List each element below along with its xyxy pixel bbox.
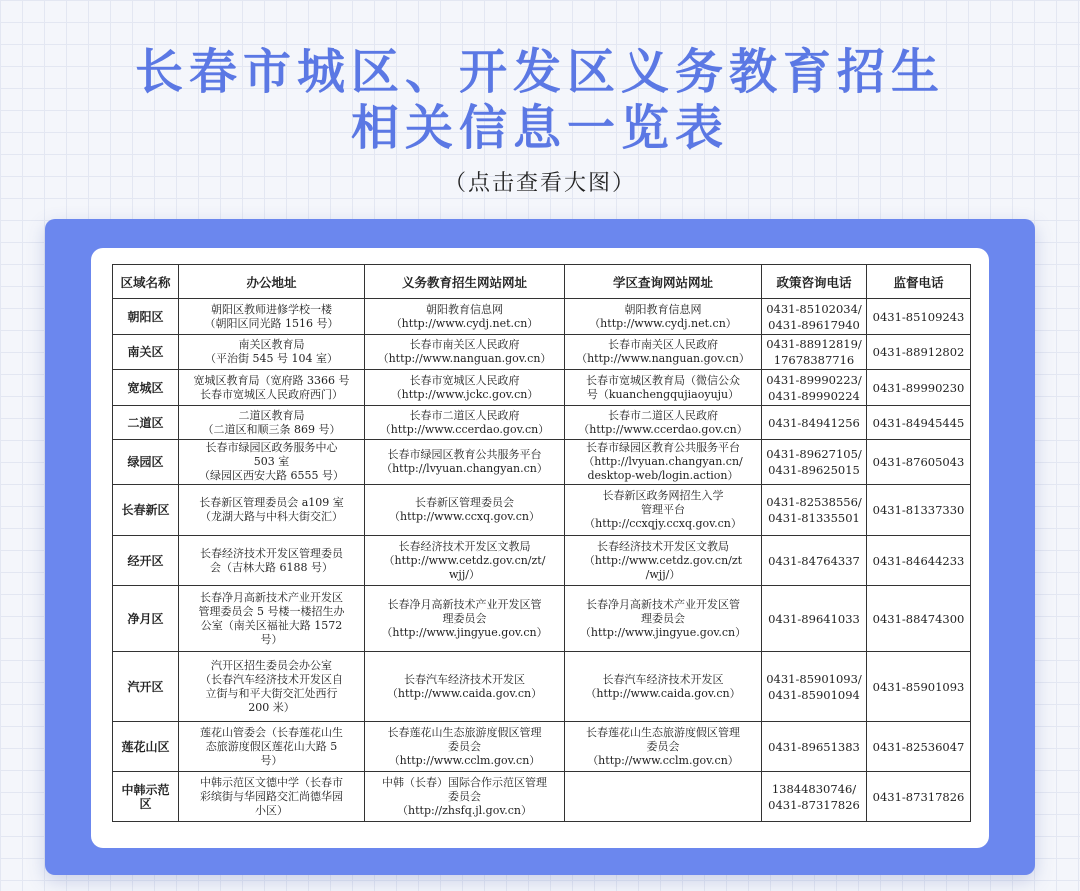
address-cell [179, 586, 365, 652]
supervise-phone-cell [867, 536, 971, 586]
enroll-site-cell-line: （http://www.cclm.gov.cn） [388, 753, 541, 767]
address-cell [179, 652, 365, 722]
district-cell-line: 长春新区 [121, 503, 170, 517]
enroll-site-cell-line: （http://www.ccxq.gov.cn） [389, 510, 540, 523]
policy-phone-cell-line: 0431-85901093/ [766, 671, 862, 686]
enroll-site-cell-line: 长春市南关区人民政府 [409, 338, 520, 351]
address-cell [179, 370, 365, 406]
query-site-cell [565, 772, 762, 822]
policy-phone-cell [762, 335, 867, 370]
query-site-cell-line: 长春汽车经济技术开发区 [602, 672, 724, 686]
district-cell [113, 406, 179, 440]
address-cell-line: （龙湖大路与中科大街交汇） [200, 510, 343, 523]
enroll-site-cell [365, 536, 565, 586]
policy-phone-cell-line: 0431-89990223/ [766, 372, 862, 387]
policy-phone-cell-line: 0431-88912819/ [766, 337, 862, 351]
enroll-site-cell [365, 370, 565, 406]
address-cell-line: 汽开区招生委员会办公室 [211, 658, 332, 672]
district-cell-line: 区 [139, 796, 152, 811]
table-row [113, 335, 971, 370]
policy-phone-cell-line: 17678387716 [773, 353, 855, 367]
supervise-phone-cell-line: 0431-81337330 [872, 503, 965, 517]
district-cell [113, 586, 179, 652]
query-site-cell-line: 长春新区政务网招生入学 [602, 489, 724, 502]
query-site-cell-line: 长春市绿园区教育公共服务平台 [586, 441, 740, 454]
district-cell-line: 净月区 [127, 611, 164, 626]
address-cell-line: （二道区和顺三条 869 号） [202, 422, 341, 436]
query-site-cell-line: （http://www.cydj.net.cn） [589, 316, 737, 330]
address-cell-line: 立街与和平大街交汇处西行 [205, 686, 338, 700]
policy-phone-cell-line: 0431-82538556/ [766, 495, 862, 509]
address-cell [179, 772, 365, 822]
address-cell-line: 号） [260, 632, 283, 646]
policy-phone-cell-line: 0431-84764337 [768, 553, 860, 568]
policy-phone-cell [762, 370, 867, 406]
enroll-site-cell [365, 299, 565, 335]
header-address: 办公地址 [179, 265, 365, 299]
query-site-cell-line: 朝阳教育信息网 [624, 302, 702, 316]
query-site-cell-line: 管理平台 [641, 503, 685, 516]
query-site-cell-line: （http://www.jingyue.gov.cn） [579, 625, 747, 639]
policy-phone-cell-line: 0431-89990224 [768, 388, 860, 403]
enroll-site-cell-line: （http://www.jckc.gov.cn） [390, 387, 539, 401]
view-large-image-link[interactable]: （点击查看大图） [443, 171, 636, 196]
query-site-cell [565, 536, 762, 586]
query-site-cell [565, 485, 762, 536]
policy-phone-cell-line: 0431-89627105/ [766, 447, 862, 461]
address-cell-line: 朝阳区教师进修学校一楼 [211, 302, 332, 316]
supervise-phone-cell [867, 772, 971, 822]
policy-phone-cell-line: 0431-89617940 [768, 317, 860, 332]
supervise-phone-cell [867, 440, 971, 485]
query-site-cell-line: （http://lvyuan.changyan.cn/ [583, 455, 743, 468]
enrollment-info-table [112, 264, 971, 822]
address-cell-line: 长春市宽城区人民政府西门） [200, 387, 343, 401]
enroll-site-cell [365, 772, 565, 822]
enroll-site-cell-line: （http://www.cetdz.gov.cn/zt/ [383, 553, 546, 567]
enroll-site-cell-line: （http://zhsfq.jl.gov.cn） [397, 803, 532, 817]
enroll-site-cell-line: 长春莲花山生态旅游度假区管理 [387, 725, 542, 739]
address-cell-line: 503 室 [253, 455, 290, 468]
supervise-phone-cell [867, 406, 971, 440]
header-query-site: 学区查询网站网址 [565, 265, 762, 299]
query-site-cell-line: 长春市南关区人民政府 [608, 338, 718, 351]
query-site-cell-line: 委员会 [646, 739, 680, 753]
policy-phone-cell [762, 406, 867, 440]
policy-phone-cell-line: 0431-89625015 [768, 463, 860, 477]
table-row [113, 722, 971, 772]
address-cell [179, 722, 365, 772]
enroll-site-cell-line: 中韩（长春）国际合作示范区管理 [382, 775, 547, 789]
supervise-phone-cell-line: 0431-87317826 [872, 789, 965, 804]
table-row [113, 406, 971, 440]
enroll-site-cell [365, 485, 565, 536]
enroll-site-cell [365, 406, 565, 440]
supervise-phone-cell [867, 335, 971, 370]
policy-phone-cell-line: 0431-87317826 [768, 797, 860, 812]
address-cell [179, 440, 365, 485]
policy-phone-cell [762, 586, 867, 652]
enroll-site-cell-line: 委员会 [448, 789, 481, 803]
district-cell [113, 485, 179, 536]
table-row [113, 440, 971, 485]
district-cell-line: 莲花山区 [121, 739, 170, 754]
address-cell-line: 彩缤街与华园路交汇尚德华园 [200, 789, 343, 803]
enroll-site-cell-line: （http://www.cydj.net.cn） [390, 316, 539, 330]
enroll-site-cell-line: （http://www.jingyue.gov.cn） [381, 625, 548, 639]
district-cell-line: 中韩示范 [121, 782, 170, 797]
supervise-phone-cell-line: 0431-88474300 [872, 611, 965, 626]
query-site-cell-line: （http://www.ccerdao.gov.cn） [578, 422, 748, 436]
district-cell-line: 朝阳区 [127, 309, 164, 324]
query-site-cell-line: 理委员会 [641, 611, 685, 625]
header-enroll-site: 义务教育招生网站网址 [365, 265, 565, 299]
query-site-cell-line: 号（kuanchengqujiaoyuju） [586, 387, 740, 401]
supervise-phone-cell [867, 299, 971, 335]
supervise-phone-cell [867, 586, 971, 652]
query-site-cell-line: 长春市宽城区教育局（微信公众 [586, 373, 740, 387]
table-row [113, 536, 971, 586]
table-row [113, 370, 971, 406]
header-supervise-phone: 监督电话 [867, 265, 971, 299]
supervise-phone-cell-line: 0431-84945445 [872, 415, 965, 430]
address-cell-line: 二道区教育局 [238, 408, 305, 422]
policy-phone-cell [762, 536, 867, 586]
query-site-cell [565, 335, 762, 370]
query-site-cell [565, 722, 762, 772]
supervise-phone-cell [867, 485, 971, 536]
query-site-cell-line: （http://www.cetdz.gov.cn/zt [583, 553, 743, 567]
policy-phone-cell [762, 772, 867, 822]
policy-phone-cell [762, 299, 867, 335]
address-cell-line: 长春净月高新技术产业开发区 [200, 590, 343, 604]
address-cell-line: 长春新区管理委员会 a109 室 [199, 496, 344, 509]
enroll-site-cell-line: 长春经济技术开发区文教局 [398, 539, 531, 553]
enroll-site-cell-line: 长春市宽城区人民政府 [409, 373, 520, 387]
table-row [113, 485, 971, 536]
supervise-phone-cell-line: 0431-89990230 [872, 380, 965, 395]
district-cell-line: 南关区 [127, 345, 164, 359]
district-cell [113, 335, 179, 370]
enroll-site-cell-line: 朝阳教育信息网 [426, 302, 503, 316]
address-cell-line: 号） [260, 753, 283, 767]
address-cell-line: 200 米） [248, 700, 295, 714]
enroll-site-cell [365, 586, 565, 652]
enroll-site-cell [365, 440, 565, 485]
page-title-line-2: 相关信息一览表 [350, 100, 729, 156]
enroll-site-cell-line: wjj/） [449, 567, 480, 581]
enroll-site-cell-line: 委员会 [448, 739, 481, 753]
table-row [113, 772, 971, 822]
supervise-phone-cell-line: 0431-88912802 [872, 345, 965, 359]
enroll-site-cell-line: （http://lvyuan.changyan.cn） [381, 462, 548, 475]
header-district: 区域名称 [113, 265, 179, 299]
policy-phone-cell-line: 0431-81335501 [768, 511, 860, 525]
district-cell [113, 536, 179, 586]
enroll-site-cell [365, 722, 565, 772]
policy-phone-cell [762, 652, 867, 722]
supervise-phone-cell [867, 652, 971, 722]
header-policy-phone: 政策咨询电话 [762, 265, 867, 299]
query-site-cell [565, 299, 762, 335]
policy-phone-cell [762, 485, 867, 536]
address-cell-line: 长春经济技术开发区管理委员 [200, 546, 343, 560]
enroll-site-cell-line: （http://www.caida.gov.cn） [386, 686, 543, 700]
district-cell-line: 宽城区 [127, 380, 164, 395]
district-cell [113, 299, 179, 335]
policy-phone-cell-line: 0431-85102034/ [766, 301, 862, 316]
query-site-cell-line: 长春市二道区人民政府 [608, 408, 718, 422]
address-cell [179, 485, 365, 536]
query-site-cell [565, 440, 762, 485]
address-cell-line: 公室（南关区福祉大路 1572 [200, 618, 343, 632]
enroll-site-cell-line: 长春净月高新技术产业开发区管 [387, 597, 542, 611]
query-site-cell [565, 370, 762, 406]
address-cell-line: 会（吉林大路 6188 号） [210, 560, 333, 574]
supervise-phone-cell-line: 0431-85901093 [872, 679, 965, 694]
supervise-phone-cell [867, 722, 971, 772]
district-cell-line: 汽开区 [127, 679, 164, 694]
address-cell [179, 406, 365, 440]
address-cell-line: 长春市绿园区政务服务中心 [205, 441, 338, 454]
table-header-row [113, 265, 971, 299]
district-cell [113, 370, 179, 406]
query-site-cell-line: （http://www.nanguan.gov.cn） [576, 352, 750, 365]
query-site-cell-line: （http://ccxqjy.ccxq.gov.cn） [584, 517, 742, 530]
table-card[interactable] [91, 248, 989, 848]
district-cell-line: 经开区 [127, 553, 164, 568]
page-title-line-1: 长春市城区、开发区义务教育招生 [134, 44, 945, 100]
enroll-site-cell-line: 理委员会 [442, 611, 487, 625]
district-cell-line: 绿园区 [127, 455, 164, 469]
enroll-site-cell [365, 652, 565, 722]
enroll-site-cell-line: 长春市绿园区教育公共服务平台 [387, 448, 542, 461]
policy-phone-cell [762, 440, 867, 485]
address-cell-line: 莲花山管委会（长春莲花山生 [200, 725, 343, 739]
query-site-cell-line: desktop-web/login.action） [587, 469, 739, 482]
policy-phone-cell-line: 13844830746/ [771, 781, 857, 796]
query-site-cell [565, 406, 762, 440]
address-cell-line: 小区） [255, 803, 288, 817]
enroll-site-cell-line: 长春新区管理委员会 [415, 496, 514, 509]
supervise-phone-cell [867, 370, 971, 406]
table-row [113, 586, 971, 652]
district-cell [113, 440, 179, 485]
address-cell-line: 南关区教育局 [238, 338, 305, 351]
table-body [113, 299, 971, 822]
enroll-site-cell [365, 335, 565, 370]
query-site-cell-line: 长春经济技术开发区文教局 [597, 539, 729, 553]
policy-phone-cell-line: 0431-89641033 [768, 611, 860, 626]
query-site-cell-line: 长春净月高新技术产业开发区管 [586, 597, 740, 611]
query-site-cell [565, 652, 762, 722]
address-cell-line: 中韩示范区文德中学（长春市 [200, 775, 343, 789]
table-row [113, 299, 971, 335]
blue-panel [45, 219, 1035, 875]
query-site-cell-line: /wjj/） [645, 567, 681, 581]
address-cell-line: （绿园区西安大路 6555 号） [199, 469, 344, 482]
enroll-site-cell-line: （http://www.nanguan.gov.cn） [377, 352, 552, 365]
enroll-site-cell-line: （http://www.ccerdao.gov.cn） [379, 422, 550, 436]
enroll-site-cell-line: 长春市二道区人民政府 [409, 408, 520, 422]
supervise-phone-cell-line: 0431-82536047 [872, 739, 965, 754]
supervise-phone-cell-line: 0431-87605043 [872, 455, 965, 469]
query-site-cell-line: （http://www.cclm.gov.cn） [587, 753, 739, 767]
table-row [113, 652, 971, 722]
address-cell-line: （长春汽车经济技术开发区自 [200, 672, 343, 686]
enroll-site-cell-line: 长春汽车经济技术开发区 [404, 672, 525, 686]
address-cell-line: 态旅游度假区莲花山大路 5 [205, 739, 338, 753]
address-cell [179, 299, 365, 335]
address-cell-line: 宽城区教育局（宽府路 3366 号 [193, 373, 350, 387]
policy-phone-cell-line: 0431-89651383 [768, 739, 860, 754]
address-cell-line: （平治街 545 号 104 室） [205, 352, 338, 365]
address-cell [179, 335, 365, 370]
address-cell [179, 536, 365, 586]
query-site-cell [565, 586, 762, 652]
district-cell [113, 652, 179, 722]
address-cell-line: （朝阳区同光路 1516 号） [204, 316, 339, 330]
supervise-phone-cell-line: 0431-85109243 [872, 309, 965, 324]
district-cell [113, 772, 179, 822]
query-site-cell-line: （http://www.caida.gov.cn） [585, 686, 741, 700]
policy-phone-cell-line: 0431-85901094 [768, 687, 860, 702]
district-cell [113, 722, 179, 772]
policy-phone-cell-line: 0431-84941256 [768, 415, 860, 430]
supervise-phone-cell-line: 0431-84644233 [872, 553, 965, 568]
district-cell-line: 二道区 [127, 415, 164, 430]
address-cell-line: 管理委员会 5 号楼一楼招生办 [198, 604, 345, 618]
policy-phone-cell [762, 722, 867, 772]
query-site-cell-line: 长春莲花山生态旅游度假区管理 [586, 725, 740, 739]
